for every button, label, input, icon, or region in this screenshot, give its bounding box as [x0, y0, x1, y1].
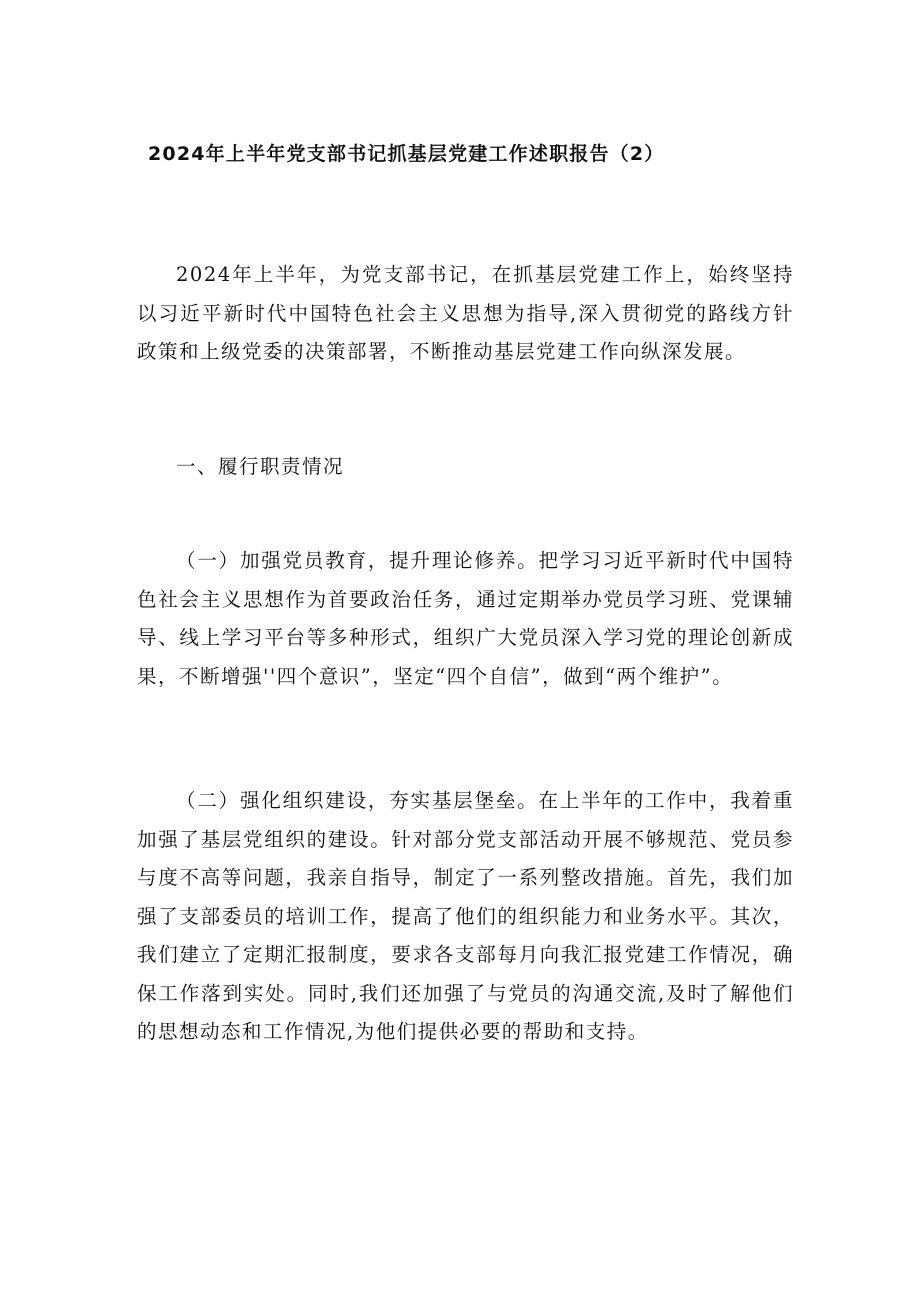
- section-2-paragraph: （二）强化组织建设，夯实基层堡垒。在上半年的工作中，我着重加强了基层党组织的建设。针对部分党支部活动开展不够规范、党员参与度不高等问题，我亲自指导，制定了一系列整改措施。首先，我们加强了支部委员的培训工作，提高了他们的组织能力和业务水平。其次，我们建立了定期汇报制度，要求各支部每月向我汇报党建工作情况，确保工作落到实处。同时,我们还加强了与党员的沟通交流,及时了解他们的思想动态和工作情况,为他们提供必要的帮助和支持。: [137, 789, 794, 1043]
- document-title: 2024年上半年党支部书记抓基层党建工作述职报告（2）: [148, 143, 665, 165]
- intro-paragraph: 2024年上半年，为党支部书记，在抓基层党建工作上，始终坚持以习近平新时代中国特色社会主义思想为指导,深入贯彻党的路线方针政策和上级党委的决策部署，不断推动基层党建工作向纵深发展。: [137, 263, 794, 363]
- section-1-paragraph: （一）加强党员教育，提升理论修养。把学习习近平新时代中国特色社会主义思想作为首要政治任务，通过定期举办党员学习班、党课辅导、线上学习平台等多种形式，组织广大党员深入学习党的理论创新成果，不断增强''四个意识”，坚定“四个自信”，做到“两个维护”。: [137, 549, 794, 688]
- section-heading: 一、履行职责情况: [176, 455, 345, 478]
